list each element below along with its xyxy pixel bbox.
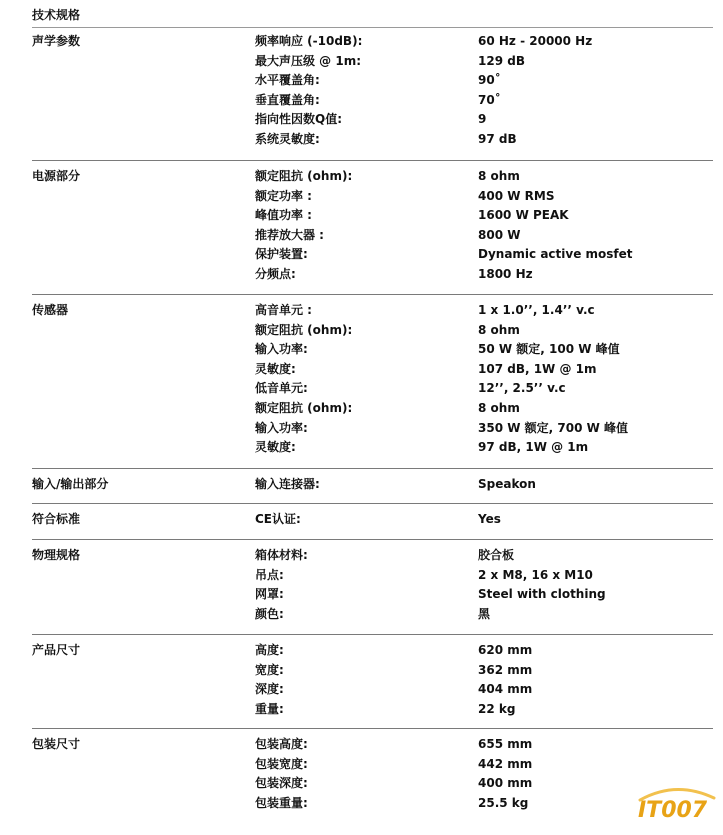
spec-value: 350 W 额定, 700 W 峰值 bbox=[478, 420, 629, 435]
spec-value: 70˚ bbox=[478, 92, 501, 107]
spec-value: 90˚ bbox=[478, 73, 501, 88]
spec-value: 50 W 额定, 100 W 峰值 bbox=[478, 342, 620, 357]
spec-value: 9 bbox=[478, 112, 487, 127]
spec-value: Steel with clothing bbox=[478, 587, 606, 602]
title-divider bbox=[32, 27, 713, 28]
spec-key: 高度: bbox=[255, 643, 284, 657]
spec-row bbox=[0, 322, 723, 342]
spec-row bbox=[0, 662, 723, 682]
spec-key: 箱体材料: bbox=[255, 548, 308, 562]
spec-row bbox=[0, 266, 723, 286]
spec-row bbox=[0, 606, 723, 626]
spec-row bbox=[0, 33, 723, 53]
spec-value: 1800 Hz bbox=[478, 267, 533, 281]
spec-key: 额定阻抗 (ohm): bbox=[255, 401, 353, 415]
spec-key: 分频点: bbox=[255, 267, 296, 281]
spec-row bbox=[0, 701, 723, 721]
spec-key: 推荐放大器 : bbox=[255, 227, 324, 242]
spec-value: Speakon bbox=[478, 477, 536, 491]
spec-key: 网罩: bbox=[255, 587, 284, 602]
spec-key: 指向性因数Q值: bbox=[255, 112, 343, 127]
spec-row bbox=[0, 227, 723, 247]
spec-value: 2 x M8, 16 x M10 bbox=[478, 567, 593, 582]
spec-key: 包装宽度: bbox=[255, 756, 308, 771]
spec-key: 额定阻抗 (ohm): bbox=[255, 169, 353, 183]
spec-value: 60 Hz - 20000 Hz bbox=[478, 34, 593, 48]
spec-value: Dynamic active mosfet bbox=[478, 247, 633, 262]
spec-key: 保护装置: bbox=[255, 247, 308, 262]
spec-row bbox=[0, 111, 723, 131]
section-divider bbox=[32, 728, 713, 729]
spec-row bbox=[0, 361, 723, 381]
site-logo bbox=[632, 784, 720, 832]
spec-key: 重量: bbox=[255, 701, 284, 716]
spec-value: 362 mm bbox=[478, 662, 533, 677]
section-divider bbox=[32, 634, 713, 635]
spec-row bbox=[0, 420, 723, 440]
spec-value: 655 mm bbox=[478, 737, 533, 751]
spec-value: 25.5 kg bbox=[478, 795, 529, 810]
spec-key: 包装高度: bbox=[255, 737, 308, 751]
spec-value: 107 dB, 1W @ 1m bbox=[478, 361, 597, 376]
spec-key: 频率响应 (-10dB): bbox=[255, 34, 363, 48]
spec-value: 胶合板 bbox=[478, 548, 515, 562]
spec-key: 高音单元 : bbox=[255, 303, 312, 317]
spec-row bbox=[0, 72, 723, 92]
spec-value: 黑 bbox=[478, 606, 491, 621]
spec-value: 404 mm bbox=[478, 682, 533, 697]
spec-row bbox=[0, 92, 723, 112]
spec-value: 12’’, 2.5’’ v.c bbox=[478, 381, 566, 396]
spec-row bbox=[0, 53, 723, 73]
spec-row bbox=[0, 246, 723, 266]
spec-key: 最大声压级 @ 1m: bbox=[255, 53, 362, 68]
spec-key: 输入功率: bbox=[255, 342, 308, 357]
spec-key: 吊点: bbox=[255, 567, 284, 582]
spec-key: 颜色: bbox=[255, 606, 284, 621]
section-label: 声学参数 bbox=[32, 34, 81, 48]
spec-key: 输入功率: bbox=[255, 420, 308, 435]
spec-value: 400 W RMS bbox=[478, 188, 555, 203]
spec-value: 1600 W PEAK bbox=[478, 208, 569, 223]
spec-key: 深度: bbox=[255, 682, 284, 697]
spec-key: 峰值功率 : bbox=[255, 208, 312, 223]
spec-row bbox=[0, 586, 723, 606]
spec-row bbox=[0, 547, 723, 567]
spec-key: 包装深度: bbox=[255, 776, 308, 791]
spec-key: 额定功率 : bbox=[255, 188, 312, 203]
spec-row bbox=[0, 476, 723, 496]
spec-value: Yes bbox=[478, 512, 501, 526]
section-label: 符合标准 bbox=[32, 512, 81, 526]
spec-row bbox=[0, 207, 723, 227]
spec-key: 垂直覆盖角: bbox=[255, 92, 320, 107]
section-label: 输入/输出部分 bbox=[32, 477, 109, 491]
section-divider bbox=[32, 294, 713, 295]
spec-row bbox=[0, 736, 723, 756]
section-divider bbox=[32, 160, 713, 161]
spec-row bbox=[0, 439, 723, 459]
spec-row bbox=[0, 795, 723, 815]
spec-key: 灵敏度: bbox=[255, 440, 296, 455]
spec-key: 灵敏度: bbox=[255, 361, 296, 376]
spec-row bbox=[0, 681, 723, 701]
spec-value: 129 dB bbox=[478, 53, 525, 68]
spec-row bbox=[0, 775, 723, 795]
spec-key: 水平覆盖角: bbox=[255, 73, 320, 88]
spec-key: 额定阻抗 (ohm): bbox=[255, 322, 353, 337]
section-divider bbox=[32, 539, 713, 540]
spec-value: 8 ohm bbox=[478, 169, 520, 183]
section-label: 传感器 bbox=[32, 303, 69, 317]
section-divider bbox=[32, 503, 713, 504]
spec-key: CE认证: bbox=[255, 512, 301, 526]
spec-value: 400 mm bbox=[478, 776, 533, 791]
spec-value: 8 ohm bbox=[478, 322, 520, 337]
spec-row bbox=[0, 188, 723, 208]
spec-value: 800 W bbox=[478, 227, 521, 242]
logo-text: IT007 bbox=[638, 798, 708, 823]
spec-key: 包装重量: bbox=[255, 795, 308, 810]
spec-row bbox=[0, 642, 723, 662]
spec-row bbox=[0, 168, 723, 188]
spec-key: 系统灵敏度: bbox=[255, 132, 320, 146]
spec-value: 442 mm bbox=[478, 756, 533, 771]
spec-row bbox=[0, 302, 723, 322]
spec-value: 97 dB bbox=[478, 132, 517, 146]
section-label: 包装尺寸 bbox=[32, 737, 81, 751]
spec-key: 低音单元: bbox=[255, 381, 308, 396]
section-label: 物理规格 bbox=[32, 548, 81, 562]
section-label: 产品尺寸 bbox=[32, 643, 81, 657]
spec-value: 97 dB, 1W @ 1m bbox=[478, 440, 589, 455]
spec-value: 8 ohm bbox=[478, 401, 520, 415]
section-divider bbox=[32, 468, 713, 469]
spec-row bbox=[0, 511, 723, 531]
section-label: 电源部分 bbox=[32, 169, 81, 183]
spec-row bbox=[0, 400, 723, 420]
spec-row bbox=[0, 131, 723, 151]
spec-row bbox=[0, 756, 723, 776]
spec-key: 宽度: bbox=[255, 662, 284, 677]
spec-row bbox=[0, 341, 723, 361]
spec-value: 22 kg bbox=[478, 701, 516, 716]
page-title: 技术规格 bbox=[32, 8, 81, 22]
spec-row bbox=[0, 567, 723, 587]
spec-value: 1 x 1.0’’, 1.4’’ v.c bbox=[478, 303, 595, 317]
spec-key: 输入连接器: bbox=[255, 477, 320, 491]
spec-value: 620 mm bbox=[478, 643, 533, 657]
spec-row bbox=[0, 380, 723, 400]
